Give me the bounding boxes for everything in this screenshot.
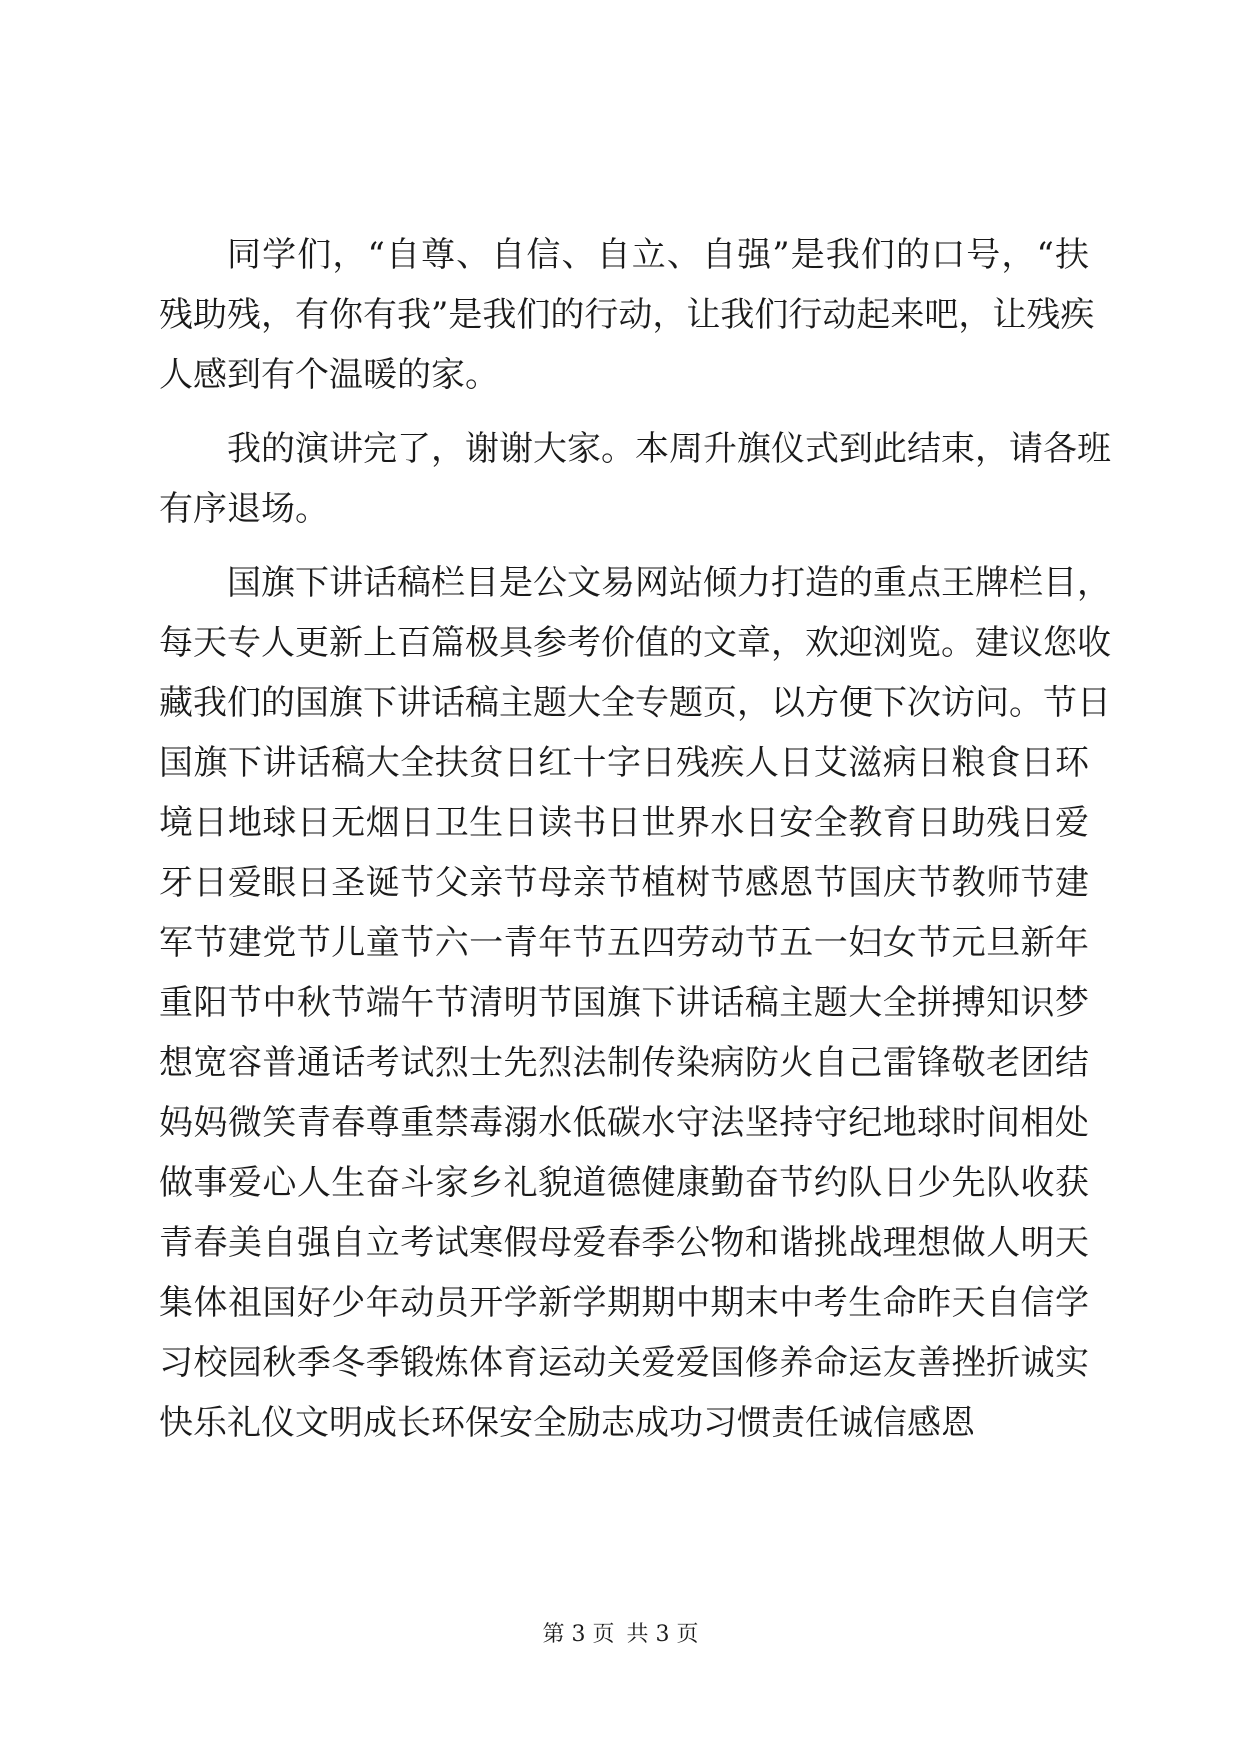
paragraph-line: 妈妈微笑青春尊重禁毒溺水低碳水守法坚持守纪地球时间相处 (159, 1103, 1089, 1143)
paragraph-line: 国旗下讲话稿栏目是公文易网站倾力打造的重点王牌栏目， (227, 563, 1111, 603)
paragraph-line: 同学们，“自尊、自信、自立、自强”是我们的口号，“扶 (227, 235, 1089, 275)
paragraph-line: 有序退场。 (159, 489, 329, 529)
paragraph-1 (159, 225, 1095, 405)
paragraph-line: 牙日爱眼日圣诞节父亲节母亲节植树节感恩节国庆节教师节建 (159, 863, 1089, 903)
paragraph-line: 集体祖国好少年动员开学新学期期中期末中考生命昨天自信学 (159, 1283, 1089, 1323)
paragraph-spacer (159, 405, 1089, 419)
paragraph-line: 重阳节中秋节端午节清明节国旗下讲话稿主题大全拼搏知识梦 (159, 983, 1089, 1023)
paragraph-3 (159, 553, 1111, 1453)
paragraph-2 (159, 419, 1111, 539)
paragraph-line: 想宽容普通话考试烈士先烈法制传染病防火自己雷锋敬老团结 (159, 1043, 1089, 1083)
paragraph-line: 境日地球日无烟日卫生日读书日世界水日安全教育日助残日爱 (159, 803, 1089, 843)
paragraph-line: 我的演讲完了，谢谢大家。本周升旗仪式到此结束，请各班 (227, 429, 1111, 469)
paragraph-spacer (159, 539, 1089, 553)
paragraph-line: 习校园秋季冬季锻炼体育运动关爱爱国修养命运友善挫折诚实 (159, 1343, 1089, 1383)
paragraph-line: 每天专人更新上百篇极具参考价值的文章，欢迎浏览。建议您收 (159, 623, 1111, 663)
paragraph-line: 快乐礼仪文明成长环保安全励志成功习惯责任诚信感恩 (159, 1403, 975, 1443)
paragraph-line: 残助残，有你有我”是我们的行动，让我们行动起来吧，让残疾 (159, 295, 1095, 335)
paragraph-line: 藏我们的国旗下讲话稿主题大全专题页，以方便下次访问。节日 (159, 683, 1111, 723)
page-number: 第 3 页 (542, 1622, 615, 1647)
paragraph-line: 青春美自强自立考试寒假母爱春季公物和谐挑战理想做人明天 (159, 1223, 1089, 1263)
paragraph-line: 人感到有个温暖的家。 (159, 355, 499, 395)
page-footer (0, 1620, 1241, 1650)
paragraph-line: 国旗下讲话稿大全扶贫日红十字日残疾人日艾滋病日粮食日环 (159, 743, 1089, 783)
document-body (159, 225, 1111, 1453)
paragraph-line: 做事爱心人生奋斗家乡礼貌道德健康勤奋节约队日少先队收获 (159, 1163, 1089, 1203)
paragraph-line: 军节建党节儿童节六一青年节五四劳动节五一妇女节元旦新年 (159, 923, 1089, 963)
page-total: 共 3 页 (626, 1622, 699, 1647)
